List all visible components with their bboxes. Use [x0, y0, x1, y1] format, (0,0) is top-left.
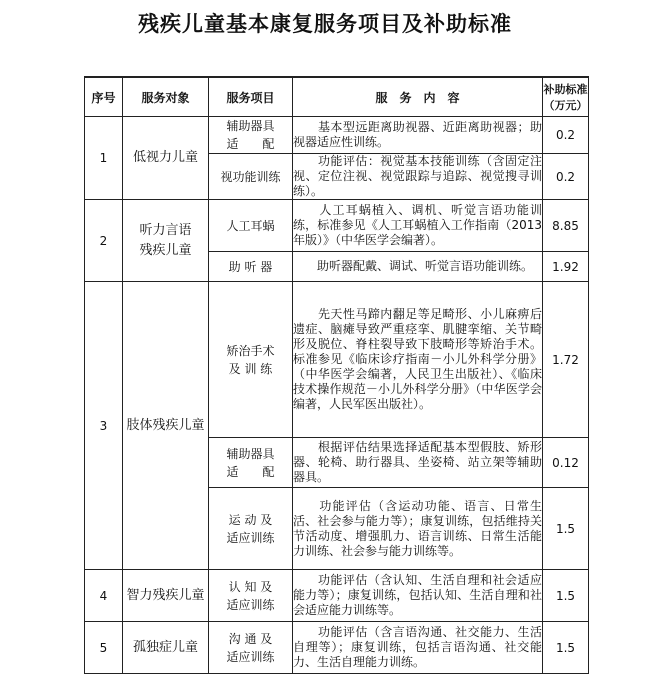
table-row	[85, 622, 589, 674]
cell-subsidy: 1.5	[543, 622, 589, 674]
header-subsidy-label: 补助标准	[543, 83, 588, 96]
table-row	[85, 200, 589, 252]
cell-subsidy: 0.12	[543, 438, 589, 488]
header-item: 服务项目	[209, 77, 293, 117]
table-row	[85, 117, 589, 154]
cell-target: 智力残疾儿童	[123, 570, 209, 622]
cell-seq: 1	[85, 117, 123, 200]
header-content: 服 务 内 容	[293, 77, 543, 117]
cell-subsidy: 0.2	[543, 117, 589, 154]
table-row	[85, 570, 589, 622]
cell-target: 低视力儿童	[123, 117, 209, 200]
cell-subsidy: 1.72	[543, 282, 589, 438]
cell-item: 人工耳蜗	[209, 200, 293, 252]
cell-item: 沟 通 及 适应训练	[209, 622, 293, 674]
cell-content: 助听器配戴、调试、听觉言语功能训练。	[293, 252, 543, 282]
cell-content: 功能评估（含运动功能、语言、日常生活、社会参与能力等）；康复训练，包括维持关节活动度、增强肌力、语言训练、日常生活能力训练、社会参与能力训练等。	[293, 488, 543, 570]
cell-seq: 5	[85, 622, 123, 674]
cell-item: 助 听 器	[209, 252, 293, 282]
cell-target: 肢体残疾儿童	[123, 282, 209, 570]
header-subsidy-unit: （万元）	[543, 99, 588, 112]
cell-content: 功能评估：视觉基本技能训练（含固定注视、定位注视、视觉跟踪与追踪、视觉搜寻训练）。	[293, 154, 542, 198]
cell-target: 听力言语 残疾儿童	[123, 200, 209, 282]
cell-item: 认 知 及 适应训练	[209, 570, 293, 622]
cell-content: 人工耳蜗植入、调机、听觉言语功能训练，标准参见《人工耳蜗植入工作指南（2013年版）》（中华医学会编著）。	[293, 200, 543, 252]
cell-content: 功能评估（含认知、生活自理和社会适应能力等）；康复训练，包括认知、生活自理和社会适应能力训练等。	[293, 570, 543, 622]
cell-subsidy: 8.85	[543, 200, 589, 252]
header-seq: 序号	[85, 77, 123, 117]
page-title: 残疾儿童基本康复服务项目及补助标准	[138, 12, 512, 36]
cell-target: 孤独症儿童	[123, 622, 209, 674]
cell-subsidy: 1.92	[543, 252, 589, 282]
header-row	[85, 77, 589, 117]
cell-item: 辅助器具 适 配	[209, 438, 293, 488]
cell-item: 运 动 及 适应训练	[209, 488, 293, 570]
cell-seq: 2	[85, 200, 123, 282]
header-target: 服务对象	[123, 77, 209, 117]
header-subsidy	[543, 77, 589, 117]
cell-content: 基本型远距离助视器、近距离助视器；助视器适应性训练。	[293, 117, 543, 154]
cell-content: 功能评估（含言语沟通、社交能力、生活自理等）；康复训练，包括言语沟通、社交能力、生活自理能力训练。	[293, 622, 543, 674]
table-row	[85, 282, 589, 438]
cell-content: 根据评估结果选择适配基本型假肢、矫形器、轮椅、助行器具、坐姿椅、站立架等辅助器具。	[293, 438, 543, 488]
cell-item: 矫治手术 及 训 练	[209, 282, 293, 438]
cell-subsidy: 1.5	[543, 488, 589, 570]
cell-content: 先天性马蹄内翻足等足畸形、小儿麻痹后遗症、脑瘫导致严重痉挛、肌腱挛缩、关节畸形及脱位、脊柱裂导致下肢畸形等矫治手术。标准参见《临床诊疗指南－小儿外科学分册》（中华医学会编著，人民卫生出版社）、《临床技术操作规范－小儿外科学分册》（中华医学会编著，人民军医出版社）。	[293, 282, 543, 438]
cell-seq: 4	[85, 570, 123, 622]
subsidy-table	[84, 76, 589, 674]
cell-item: 视功能训练	[209, 154, 293, 200]
cell-seq: 3	[85, 282, 123, 570]
cell-subsidy: 0.2	[543, 154, 589, 200]
cell-subsidy: 1.5	[543, 570, 589, 622]
cell-item: 辅助器具 适 配	[209, 117, 293, 154]
